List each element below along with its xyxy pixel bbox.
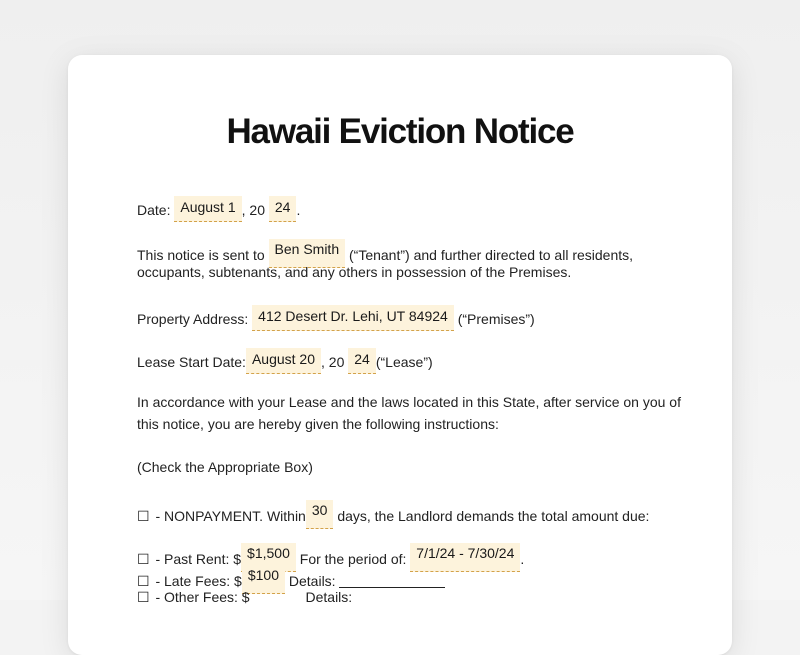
lease-day-field[interactable]: August 20	[246, 348, 321, 374]
past-rent-amount-field[interactable]: $1,500	[241, 543, 296, 572]
past-rent-period-field[interactable]: 7/1/24 - 7/30/24	[410, 543, 520, 572]
other-fees-line	[137, 587, 352, 608]
late-fees-label: - Late Fees: $	[155, 573, 242, 589]
nonpayment-checkbox[interactable]: ☐	[137, 508, 150, 524]
other-fees-amount-blank[interactable]	[250, 590, 302, 604]
date-year-field[interactable]: 24	[269, 196, 297, 222]
past-rent-checkbox[interactable]: ☐	[137, 551, 150, 567]
late-fees-details-label: Details:	[288, 573, 336, 589]
instructions-line-2: this notice, you are hereby given the following instructions:	[137, 416, 499, 432]
past-rent-period-label: For the period of:	[299, 551, 407, 567]
other-fees-checkbox[interactable]: ☐	[137, 589, 150, 605]
tenant-prefix: This notice is sent to	[137, 247, 265, 263]
property-line	[137, 305, 535, 331]
instructions-line-1: In accordance with your Lease and the laws located in this State, after service on you of	[137, 394, 681, 410]
lease-century: , 20	[321, 354, 345, 370]
document-title: Hawaii Eviction Notice	[226, 112, 574, 151]
property-label: Property Address:	[137, 311, 249, 327]
date-line	[137, 196, 300, 222]
tenant-name-field[interactable]: Ben Smith	[269, 239, 346, 268]
property-address-field[interactable]: 412 Desert Dr. Lehi, UT 84924	[252, 305, 454, 331]
late-fees-checkbox[interactable]: ☐	[137, 573, 150, 589]
past-rent-end: .	[520, 551, 525, 567]
nonpayment-line	[137, 500, 649, 529]
date-century: , 20	[241, 202, 265, 218]
property-suffix: (“Premises”)	[457, 311, 535, 327]
lease-year-field[interactable]: 24	[348, 348, 376, 374]
lease-line	[137, 348, 433, 374]
nonpayment-days-field[interactable]: 30	[306, 500, 334, 529]
lease-label: Lease Start Date:	[137, 354, 246, 370]
date-day-field[interactable]: August 1	[174, 196, 241, 222]
other-fees-label: - Other Fees: $	[155, 589, 250, 605]
other-fees-details-label: Details:	[305, 589, 353, 605]
tenant-line-2: occupants, subtenants, and any others in possession of the Premises.	[137, 264, 572, 280]
nonpayment-prefix: - NONPAYMENT. Within	[155, 508, 306, 524]
tenant-suffix: (“Tenant”) and further directed to all residents,	[349, 247, 634, 263]
nonpayment-suffix: days, the Landlord demands the total amount due:	[337, 508, 650, 524]
past-rent-label: - Past Rent: $	[155, 551, 242, 567]
date-end: .	[296, 202, 301, 218]
late-fees-details-blank[interactable]	[339, 573, 445, 588]
check-box-note: (Check the Appropriate Box)	[137, 459, 313, 475]
date-label: Date:	[137, 202, 171, 218]
late-fees-amount-field[interactable]: $100	[242, 565, 285, 594]
lease-suffix: (“Lease”)	[375, 354, 433, 370]
